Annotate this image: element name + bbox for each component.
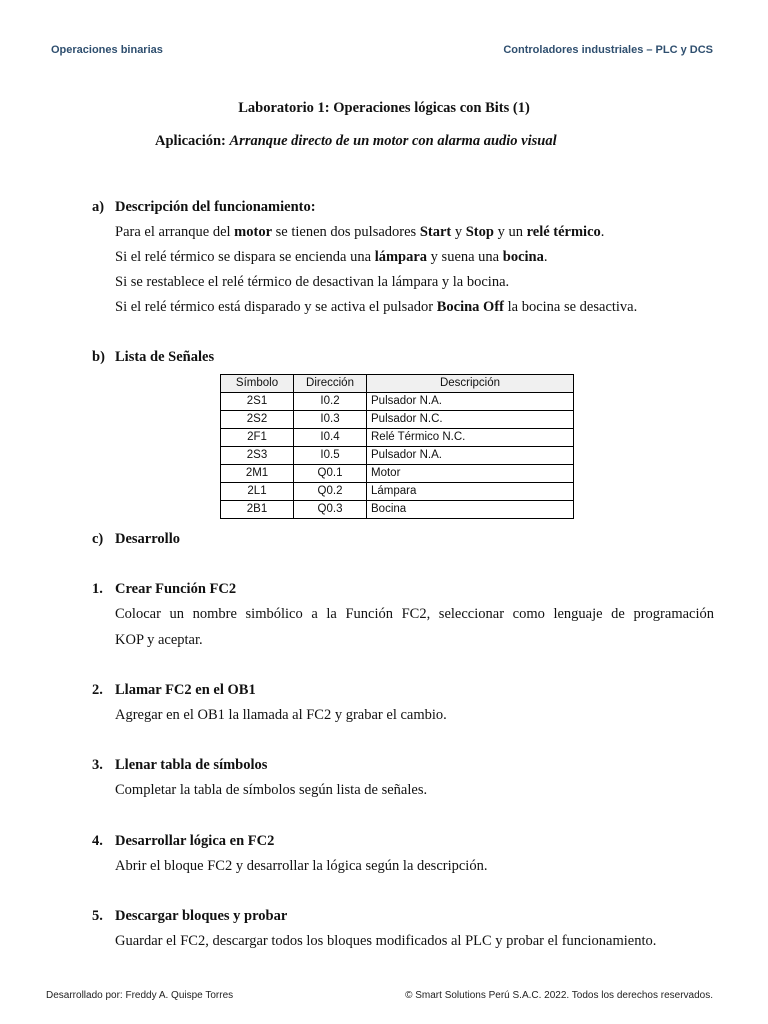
column-header-address: Dirección xyxy=(294,375,367,393)
section-b-heading xyxy=(92,349,214,366)
step-1-text-line-2: KOP y aceptar. xyxy=(115,632,203,648)
cell-address: I0.3 xyxy=(294,411,367,429)
cell-description: Motor xyxy=(367,465,574,483)
step-2-text: Agregar en el OB1 la llamada al FC2 y grabar el cambio. xyxy=(115,707,447,723)
section-c-marker: c) xyxy=(92,531,104,547)
text-run: . xyxy=(543,249,548,265)
cell-description: Lámpara xyxy=(367,483,574,501)
section-c-heading xyxy=(92,531,180,548)
step-title: Crear Función FC2 xyxy=(115,581,237,597)
cell-description: Bocina xyxy=(367,501,574,519)
table-row xyxy=(221,483,574,501)
cell-symbol: 2B1 xyxy=(221,501,294,519)
bold-run: lámpara xyxy=(374,249,428,265)
bold-run: bocina xyxy=(502,249,544,265)
section-b-title: Lista de Señales xyxy=(115,349,215,365)
application-label: Aplicación: xyxy=(155,133,226,149)
text-run: Si el relé térmico está disparado y se activa el pulsador xyxy=(115,299,437,315)
text-run: y xyxy=(451,224,466,240)
step-1-text-line-1: Colocar un nombre simbólico a la Función FC2, seleccionar como lenguaje de programación xyxy=(115,606,714,622)
table-row xyxy=(221,501,574,519)
cell-description: Pulsador N.A. xyxy=(367,393,574,411)
table-row xyxy=(221,465,574,483)
bold-run: Stop xyxy=(465,224,494,240)
bold-run: relé térmico xyxy=(526,224,601,240)
step-4-text: Abrir el bloque FC2 y desarrollar la lógica según la descripción. xyxy=(115,858,488,874)
section-a-heading xyxy=(92,199,316,216)
text-run: y suena una xyxy=(427,249,503,265)
step-5-text: Guardar el FC2, descargar todos los bloques modificados al PLC y probar el funcionamiento. xyxy=(115,933,657,949)
section-a-marker: a) xyxy=(92,199,105,215)
application-line xyxy=(155,133,557,150)
table-row xyxy=(221,447,574,465)
application-value: Arranque directo de un motor con alarma audio visual xyxy=(229,133,557,149)
text-run: Para el arranque del xyxy=(115,224,235,240)
step-number: 2. xyxy=(92,682,103,698)
cell-address: Q0.3 xyxy=(294,501,367,519)
cell-symbol: 2S2 xyxy=(221,411,294,429)
text-run: . xyxy=(600,224,605,240)
section-a-paragraph-3: Si se restablece el relé térmico de desactivan la lámpara y la bocina. xyxy=(115,274,510,290)
table-header-row xyxy=(221,375,574,393)
table-row xyxy=(221,411,574,429)
text-run: Si el relé térmico se dispara se encienda una xyxy=(115,249,375,265)
step-number: 5. xyxy=(92,908,103,924)
footer-right: © Smart Solutions Perú S.A.C. 2022. Todos los derechos reservados. xyxy=(405,990,713,1001)
cell-symbol: 2L1 xyxy=(221,483,294,501)
section-b-marker: b) xyxy=(92,349,105,365)
step-title: Descargar bloques y probar xyxy=(115,908,288,924)
bold-run: Start xyxy=(419,224,452,240)
step-title: Llamar FC2 en el OB1 xyxy=(115,682,256,698)
cell-address: Q0.2 xyxy=(294,483,367,501)
header-right: Controladores industriales – PLC y DCS xyxy=(503,44,713,56)
cell-description: Pulsador N.A. xyxy=(367,447,574,465)
table-row xyxy=(221,429,574,447)
cell-address: I0.5 xyxy=(294,447,367,465)
step-3-heading xyxy=(92,757,267,774)
bold-run: motor xyxy=(234,224,273,240)
column-header-description: Descripción xyxy=(367,375,574,393)
step-5-heading xyxy=(92,908,287,925)
cell-symbol: 2S3 xyxy=(221,447,294,465)
step-number: 4. xyxy=(92,833,103,849)
table-row xyxy=(221,393,574,411)
step-number: 1. xyxy=(92,581,103,597)
text-run: y un xyxy=(493,224,527,240)
cell-address: Q0.1 xyxy=(294,465,367,483)
section-a-paragraph-2 xyxy=(115,249,547,266)
cell-symbol: 2S1 xyxy=(221,393,294,411)
cell-description: Relé Térmico N.C. xyxy=(367,429,574,447)
bold-run: Bocina Off xyxy=(436,299,504,315)
step-3-text: Completar la tabla de símbolos según lista de señales. xyxy=(115,782,428,798)
column-header-symbol: Símbolo xyxy=(221,375,294,393)
document-title: Laboratorio 1: Operaciones lógicas con Bits (1) xyxy=(238,100,530,116)
step-2-heading xyxy=(92,682,256,699)
cell-address: I0.2 xyxy=(294,393,367,411)
step-1-heading xyxy=(92,581,236,598)
signals-table xyxy=(220,374,574,519)
text-run: la bocina se desactiva. xyxy=(503,299,638,315)
section-a-title: Descripción del funcionamiento: xyxy=(115,199,316,215)
cell-symbol: 2M1 xyxy=(221,465,294,483)
section-c-title: Desarrollo xyxy=(115,531,180,547)
step-title: Llenar tabla de símbolos xyxy=(115,757,268,773)
step-number: 3. xyxy=(92,757,103,773)
text-run: se tienen dos pulsadores xyxy=(272,224,420,240)
cell-symbol: 2F1 xyxy=(221,429,294,447)
cell-address: I0.4 xyxy=(294,429,367,447)
section-a-paragraph-1 xyxy=(115,224,604,241)
cell-description: Pulsador N.C. xyxy=(367,411,574,429)
footer-left: Desarrollado por: Freddy A. Quispe Torres xyxy=(46,990,234,1001)
section-a-paragraph-4 xyxy=(115,299,637,316)
step-title: Desarrollar lógica en FC2 xyxy=(115,833,275,849)
step-4-heading xyxy=(92,833,274,850)
header-left: Operaciones binarias xyxy=(51,44,163,56)
